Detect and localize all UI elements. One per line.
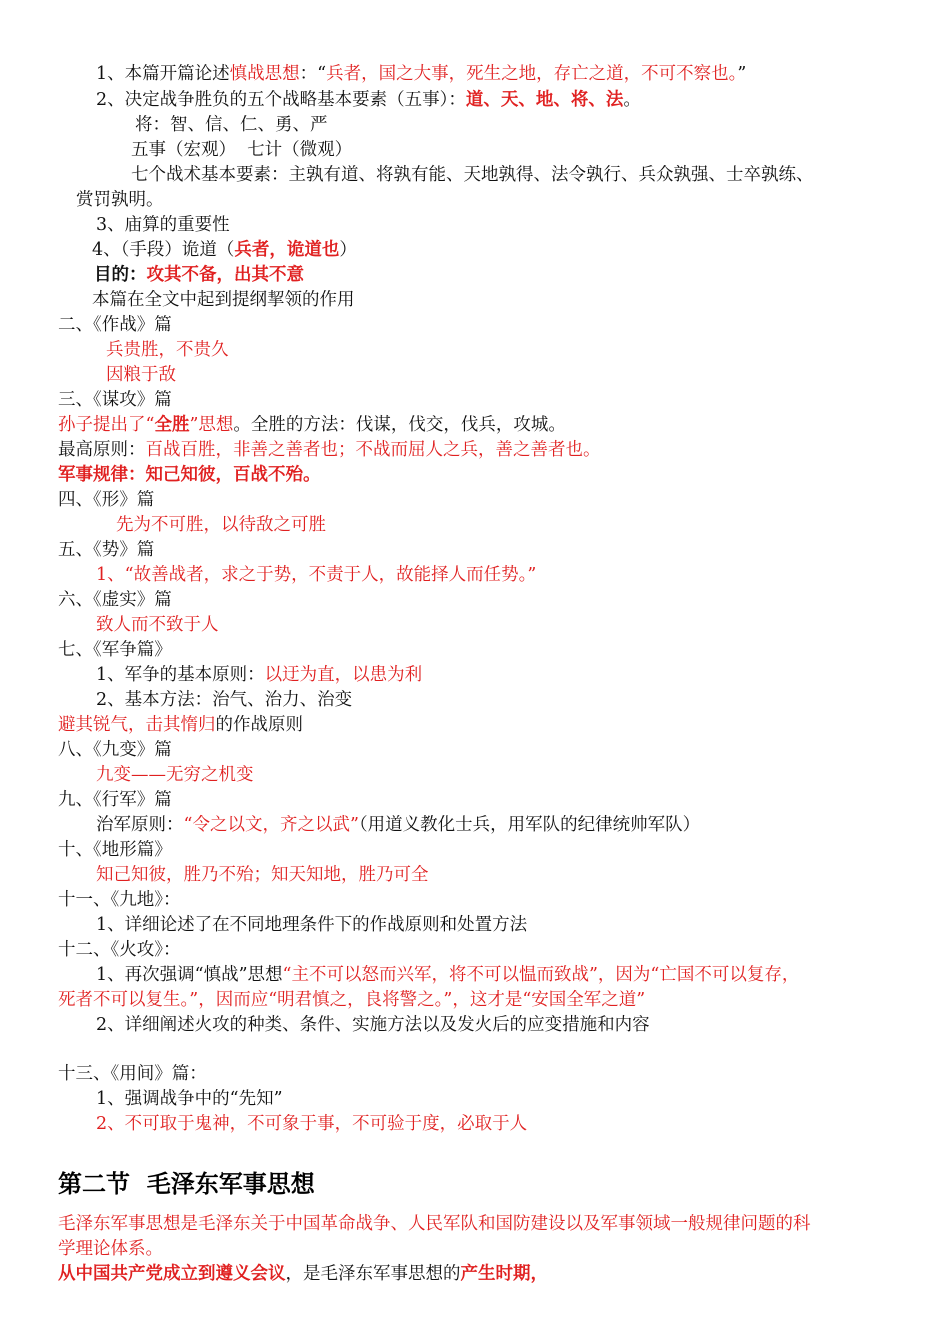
section-heading: 十一、《九地》：: [58, 890, 181, 910]
section-heading: 四、《形》篇: [58, 490, 155, 510]
text-line: 目的：攻其不备，出其不意: [94, 265, 304, 285]
text-line: 赏罚孰明。: [76, 190, 164, 210]
text-line: 治军原则：“令之以文，齐之以武”（用道义教化士兵，用军队的纪律统帅军队）: [96, 815, 701, 835]
text-line: 因粮于敌: [106, 365, 176, 385]
section-heading: 二、《作战》篇: [58, 315, 172, 335]
text-line: 将：智、信、仁、勇、严: [135, 115, 328, 135]
text-line: 1、详细论述了在不同地理条件下的作战原则和处置方法: [96, 915, 528, 935]
text-line: 军事规律：知己知彼，百战不殆。: [58, 465, 321, 485]
section-heading: 三、《谋攻》篇: [58, 390, 172, 410]
text-line: 2、决定战争胜负的五个战略基本要素（五事）：道、天、地、将、法。: [96, 90, 641, 110]
text-line: 1、再次强调“慎战”思想“主不可以怒而兴军，将不可以愠而致战”，因为“亡国不可以复存，: [96, 965, 800, 985]
text-line: 1、“故善战者，求之于势，不责于人，故能择人而任势。”: [96, 565, 537, 585]
text-line: 从中国共产党成立到遵义会议，是毛泽东军事思想的产生时期，: [58, 1264, 548, 1284]
text-line: 1、强调战争中的“先知”: [96, 1089, 283, 1109]
section-heading: 五、《势》篇: [58, 540, 155, 560]
text-line: 毛泽东军事思想是毛泽东关于中国革命战争、人民军队和国防建设以及军事领域一般规律问题的科: [58, 1214, 811, 1234]
text-line: 孙子提出了“全胜”思想。全胜的方法：伐谋，伐交，伐兵，攻城。: [58, 415, 566, 435]
section-heading: 八、《九变》篇: [58, 740, 172, 760]
section-heading: 六、《虚实》篇: [58, 590, 172, 610]
text-line: 2、基本方法：治气、治力、治变: [96, 690, 353, 710]
text-line: 九变——无穷之机变: [96, 765, 254, 785]
text-line: 避其锐气，击其惰归的作战原则: [58, 715, 303, 735]
text-line: 知己知彼，胜乃不殆；知天知地，胜乃可全: [96, 865, 429, 885]
text-line: 2、详细阐述火攻的种类、条件、实施方法以及发火后的应变措施和内容: [96, 1015, 650, 1035]
section-title: 第二节 毛泽东军事思想: [58, 1170, 315, 1198]
text-line: 本篇在全文中起到提纲挈领的作用: [92, 290, 355, 310]
text-line: 死者不可以复生。”，因而应“明君慎之，良将警之。”，这才是“安国全军之道”: [58, 990, 646, 1010]
text-line: 兵贵胜，不贵久: [106, 340, 229, 360]
text-line: 4、（手段）诡道（兵者，诡道也）: [92, 240, 357, 260]
section-heading: 十、《地形篇》: [58, 840, 172, 860]
text-line: 先为不可胜，以待敌之可胜: [116, 515, 326, 535]
text-line: 1、军争的基本原则：以迂为直，以患为利: [96, 665, 423, 685]
text-line: 最高原则：百战百胜，非善之善者也；不战而屈人之兵，善之善者也。: [58, 440, 601, 460]
section-heading: 十三、《用间》篇：: [58, 1064, 207, 1084]
text-line: 学理论体系。: [58, 1239, 163, 1259]
text-line: 致人而不致于人: [96, 615, 219, 635]
text-line: 五事（宏观） 七计（微观）: [131, 140, 353, 160]
text-line: 3、庙算的重要性: [96, 215, 230, 235]
section-heading: 七、《军争篇》: [58, 640, 172, 660]
section-heading: 十二、《火攻》：: [58, 940, 181, 960]
section-heading: 九、《行军》篇: [58, 790, 172, 810]
text-line: 1、本篇开篇论述慎战思想：“兵者，国之大事，死生之地，存亡之道，不可不察也。”: [96, 64, 747, 84]
text-line: 七个战术基本要素：主孰有道、将孰有能、天地孰得、法令孰行、兵众孰强、士卒孰练、: [131, 165, 814, 185]
text-line: 2、不可取于鬼神，不可象于事，不可验于度，必取于人: [96, 1114, 528, 1134]
